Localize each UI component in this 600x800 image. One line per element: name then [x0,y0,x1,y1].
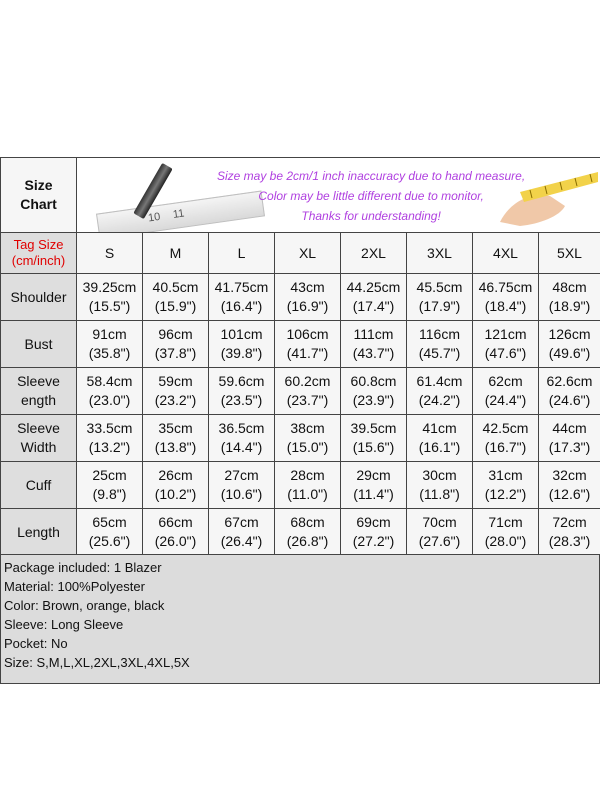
measurement-row [1,321,600,368]
measurement-row [1,368,600,415]
measurement-cell: 72cm (28.3") [539,509,600,556]
banner [77,158,600,233]
measurement-label: Shoulder [1,274,77,321]
measurement-cell: 43cm (16.9") [275,274,341,321]
measurement-cell: 70cm (27.6") [407,509,473,556]
measurement-cell: 36.5cm (14.4") [209,415,275,462]
size-header: L [209,233,275,274]
info-line: Package included: 1 Blazer [4,560,162,575]
measurement-cell: 31cm (12.2") [473,462,539,509]
measurement-cell: 66cm (26.0") [143,509,209,556]
measurement-row [1,274,600,321]
measurement-label: Sleeve ength [1,368,77,415]
size-header: S [77,233,143,274]
info-line: Size: S,M,L,XL,2XL,3XL,4XL,5X [4,655,190,670]
measurement-cell: 68cm (26.8") [275,509,341,556]
size-header: M [143,233,209,274]
measurement-cell: 48cm (18.9") [539,274,600,321]
measurement-cell: 91cm (35.8") [77,321,143,368]
tag-size-label: Tag Size (cm/inch) [1,233,77,274]
measurement-cell: 44cm (17.3") [539,415,600,462]
ruler-image: 10 11 [96,191,265,232]
size-header: 3XL [407,233,473,274]
measurement-cell: 42.5cm (16.7") [473,415,539,462]
measurement-cell: 62.6cm (24.6") [539,368,600,415]
measurement-cell: 59cm (23.2") [143,368,209,415]
size-header-row [1,233,600,274]
measurement-cell: 41cm (16.1") [407,415,473,462]
measurement-label: Length [1,509,77,556]
measurement-cell: 40.5cm (15.9") [143,274,209,321]
measurement-cell: 126cm (49.6") [539,321,600,368]
measurement-cell: 32cm (12.6") [539,462,600,509]
measurement-cell: 96cm (37.8") [143,321,209,368]
measurement-cell: 29cm (11.4") [341,462,407,509]
measurement-cell: 111cm (43.7") [341,321,407,368]
measurement-cell: 45.5cm (17.9") [407,274,473,321]
size-header: 5XL [539,233,600,274]
measurement-cell: 121cm (47.6") [473,321,539,368]
measurement-cell: 35cm (13.8") [143,415,209,462]
measurement-label: Cuff [1,462,77,509]
measurement-cell: 67cm (26.4") [209,509,275,556]
measurement-cell: 69cm (27.2") [341,509,407,556]
measurement-cell: 58.4cm (23.0") [77,368,143,415]
measurement-cell: 39.5cm (15.6") [341,415,407,462]
measurement-cell: 116cm (45.7") [407,321,473,368]
size-header: 4XL [473,233,539,274]
measurement-cell: 26cm (10.2") [143,462,209,509]
measurement-row [1,462,600,509]
measurement-cell: 30cm (11.8") [407,462,473,509]
banner-notes: Size may be 2cm/1 inch inaccuracy due to hand measure, Color may be little different due to monitor, Thanks for understanding! [217,169,526,223]
info-line: Material: 100%Polyester [4,579,145,594]
size-header: 2XL [341,233,407,274]
measurement-row [1,509,600,556]
measurement-label: Bust [1,321,77,368]
measurement-cell: 106cm (41.7") [275,321,341,368]
size-chart [0,157,600,686]
info-line: Sleeve: Long Sleeve [4,617,124,632]
measurement-cell: 65cm (25.6") [77,509,143,556]
measurement-cell: 25cm (9.8") [77,462,143,509]
measurement-cell: 61.4cm (24.2") [407,368,473,415]
measurement-label: Sleeve Width [1,415,77,462]
measurement-cell: 60.8cm (23.9") [341,368,407,415]
info-line: Color: Brown, orange, black [4,598,165,613]
size-header: XL [275,233,341,274]
measurement-cell: 46.75cm (18.4") [473,274,539,321]
measurement-cell: 41.75cm (16.4") [209,274,275,321]
product-info [0,554,600,684]
measurement-cell: 38cm (15.0") [275,415,341,462]
measurement-cell: 59.6cm (23.5") [209,368,275,415]
measurement-cell: 71cm (28.0") [473,509,539,556]
measurement-row [1,415,600,462]
measurement-cell: 60.2cm (23.7") [275,368,341,415]
measurement-cell: 44.25cm (17.4") [341,274,407,321]
info-line: Pocket: No [4,636,68,651]
measurement-cell: 62cm (24.4") [473,368,539,415]
measurement-cell: 28cm (11.0") [275,462,341,509]
measurement-cell: 101cm (39.8") [209,321,275,368]
measurement-cell: 33.5cm (13.2") [77,415,143,462]
measurement-cell: 39.25cm (15.5") [77,274,143,321]
measurement-cell: 27cm (10.6") [209,462,275,509]
hand-tape-measure-icon [490,162,600,228]
chart-title: Size Chart [1,158,77,233]
size-table [0,157,600,556]
